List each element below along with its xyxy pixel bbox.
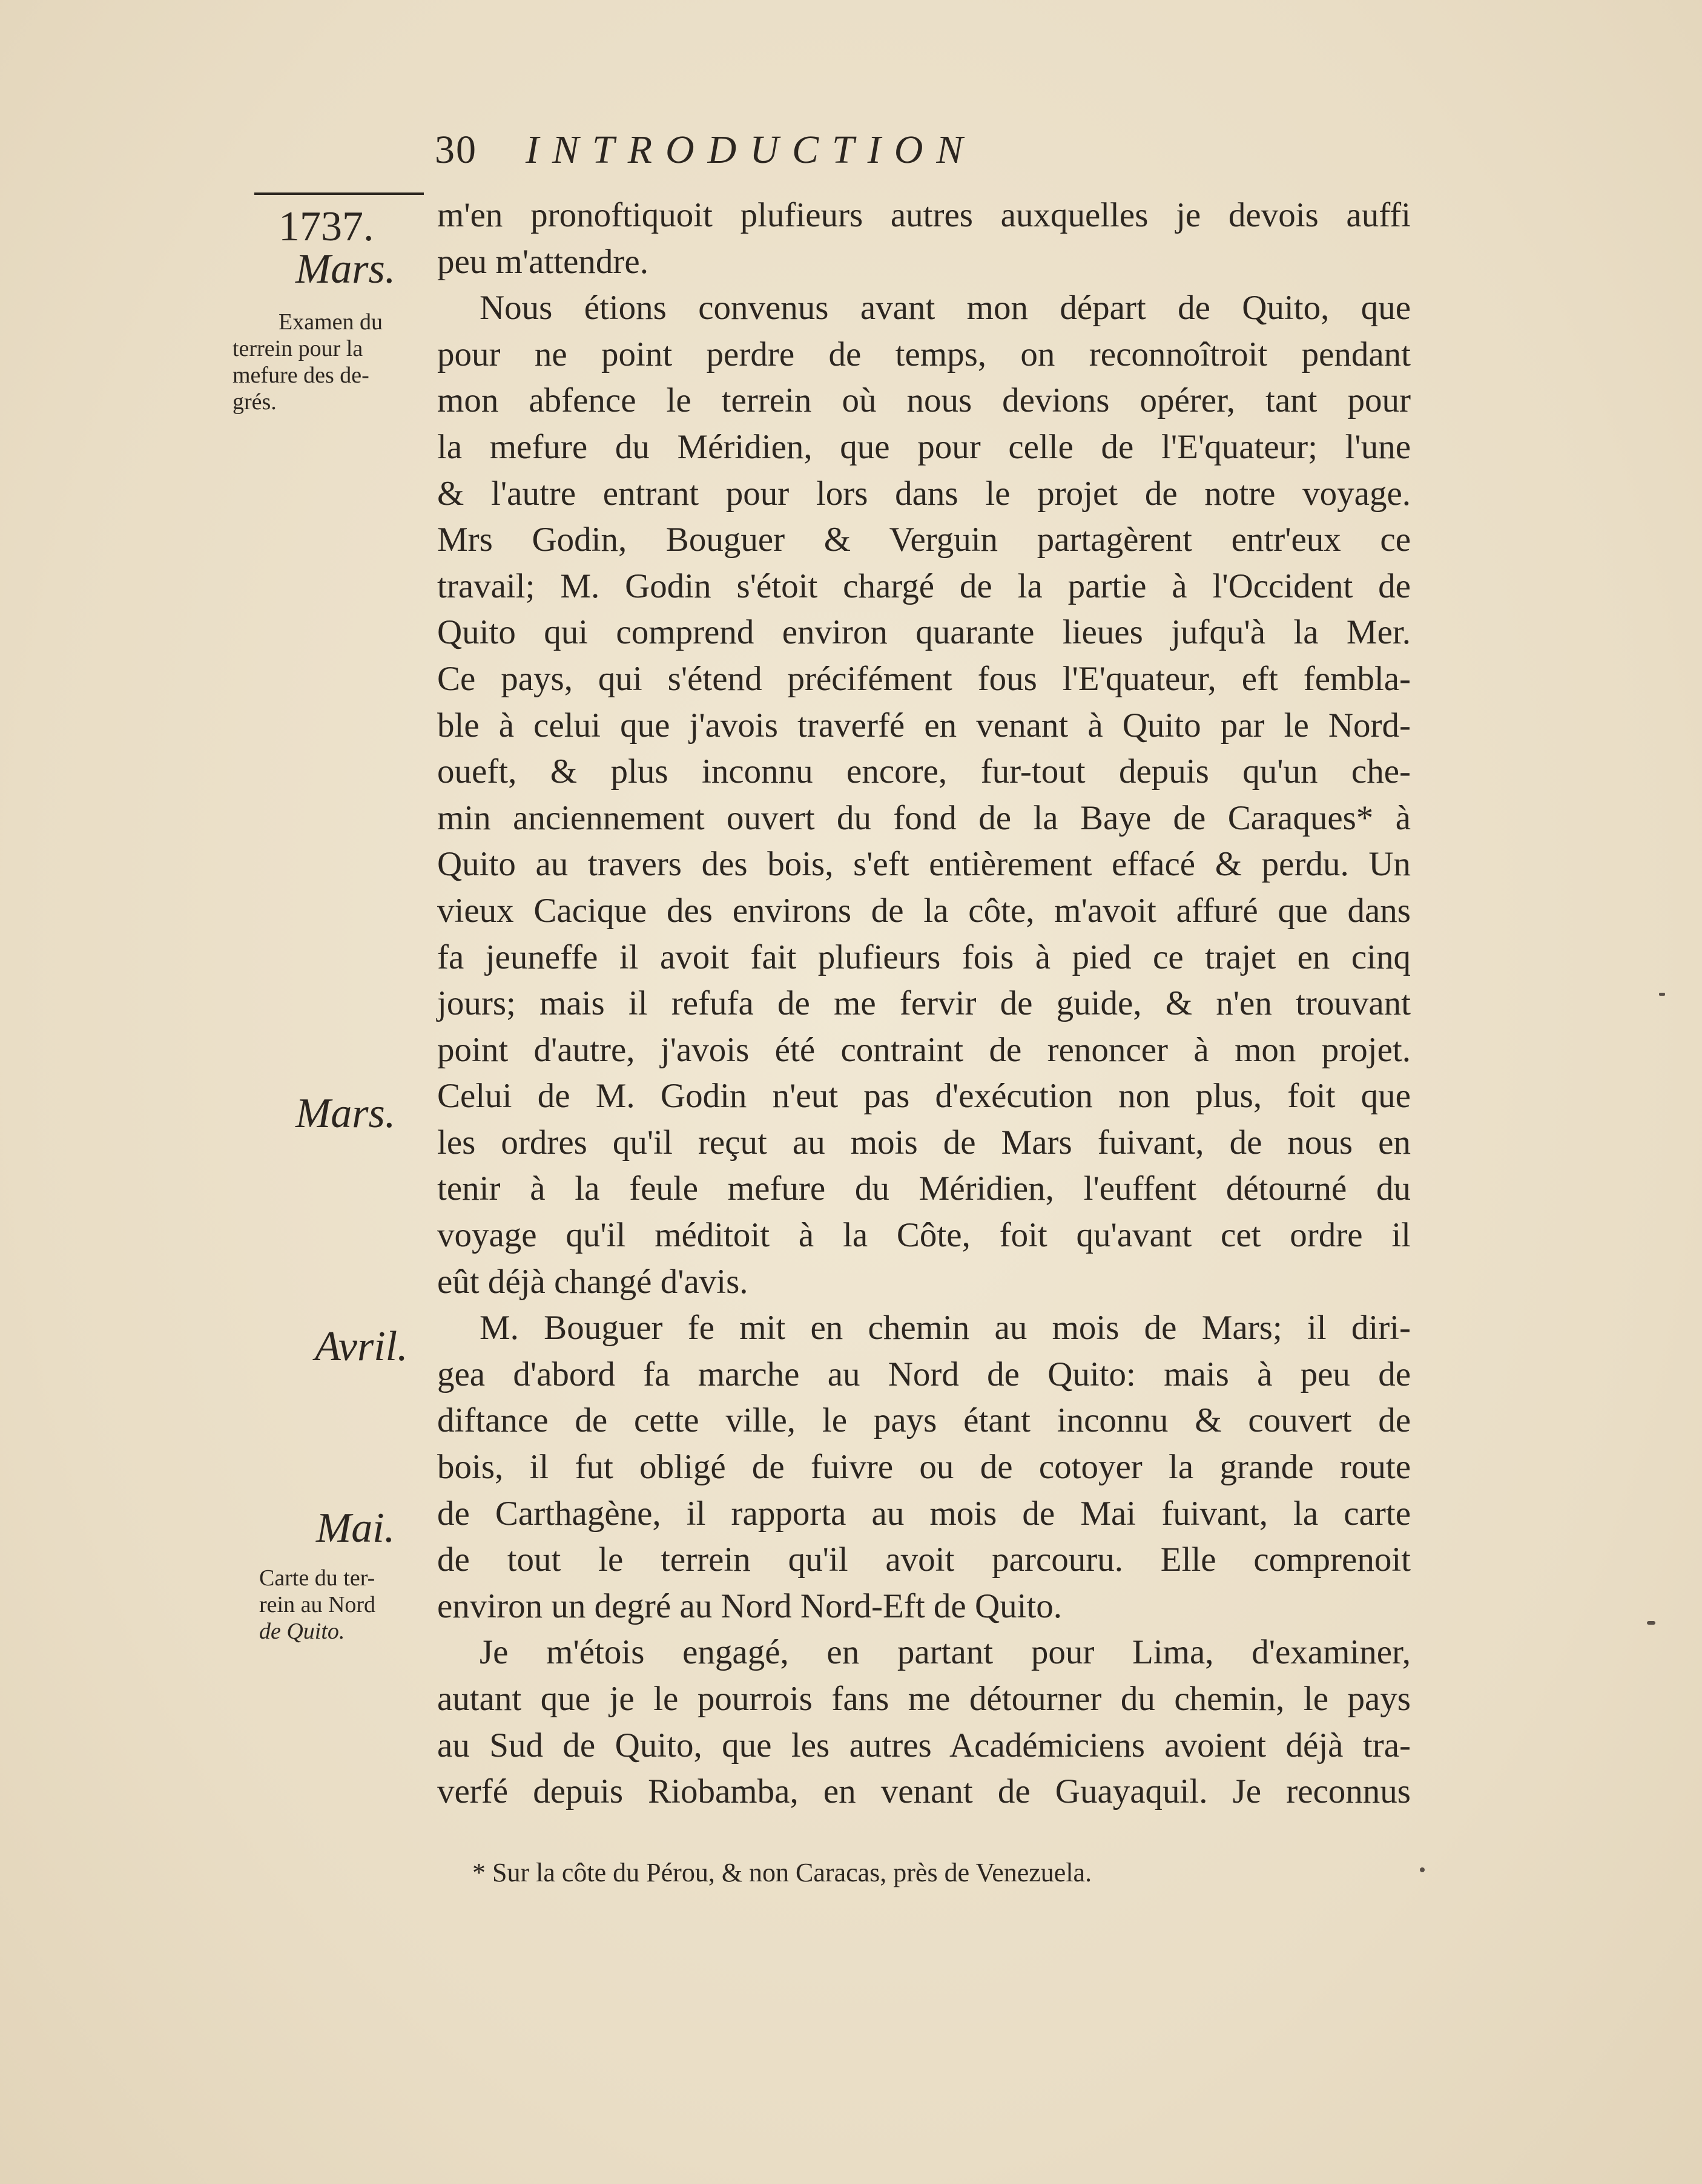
- margin-note-line: Carte du ter-: [259, 1565, 375, 1591]
- text-line: fa jeuneffe il avoit fait plufieurs fois à pied ce trajet en cinq: [437, 938, 1411, 976]
- text-line: voyage qu'il méditoit à la Côte, foit qu'avant cet ordre il: [437, 1216, 1411, 1255]
- margin-year: 1737.: [279, 203, 374, 250]
- text-line: de Carthagène, il rapporta au mois de Mai fuivant, la carte: [437, 1494, 1411, 1533]
- text-line: ble à celui que j'avois traverfé en venant à Quito par le Nord-: [437, 706, 1411, 745]
- text-line: Nous étions convenus avant mon départ de Quito, que: [480, 289, 1411, 327]
- margin-rule: [254, 192, 424, 195]
- text-line: tenir à la feule mefure du Méridien, l'euffent détourné du: [437, 1169, 1411, 1208]
- text-line: Je m'étois engagé, en partant pour Lima, d'examiner,: [480, 1633, 1411, 1672]
- text-line: vieux Cacique des environs de la côte, m'avoit affuré que dans: [437, 891, 1411, 930]
- margin-month-mars: Mars.: [295, 246, 396, 292]
- text-line: autant que je le pourrois fans me détourner du chemin, le pays: [437, 1680, 1411, 1718]
- text-line: les ordres qu'il reçut au mois de Mars fuivant, de nous en: [437, 1123, 1411, 1162]
- text-line: verfé depuis Riobamba, en venant de Guayaquil. Je reconnus: [437, 1772, 1411, 1811]
- text-line: Quito qui comprend environ quarante lieues jufqu'à la Mer.: [437, 613, 1411, 652]
- page-header: [435, 127, 976, 173]
- main-text: [437, 192, 1411, 1815]
- text-line: Quito au travers des bois, s'eft entièrement effacé & perdu. Un: [437, 845, 1411, 884]
- footnote: * Sur la côte du Pérou, & non Caracas, près de Venezuela.: [472, 1858, 1092, 1887]
- margin-note-line: grés.: [233, 389, 277, 415]
- margin-note-line: rein au Nord: [259, 1592, 376, 1617]
- margin-note-line: de Quito.: [259, 1619, 345, 1644]
- text-line: la mefure du Méridien, que pour celle de l'E'quateur; l'une: [437, 427, 1411, 466]
- text-line: peu m'attendre.: [437, 242, 648, 281]
- text-line: point d'autre, j'avois été contraint de renoncer à mon projet.: [437, 1030, 1411, 1069]
- text-line: & l'autre entrant pour lors dans le projet de notre voyage.: [437, 474, 1411, 513]
- text-line: eût déjà changé d'avis.: [437, 1262, 748, 1301]
- text-line: environ un degré au Nord Nord-Eft de Quito.: [437, 1587, 1063, 1625]
- text-line: M. Bouguer fe mit en chemin au mois de Mars; il diri-: [480, 1309, 1411, 1347]
- ink-speck: [1659, 993, 1665, 996]
- text-line: Celui de M. Godin n'eut pas d'exécution non plus, foit que: [437, 1077, 1411, 1116]
- margin-month-mars-2: Mars.: [295, 1090, 396, 1137]
- ink-speck: [1420, 1867, 1425, 1872]
- running-title: INTRODUCTION: [526, 128, 977, 172]
- text-line: mon abfence le terrein où nous devions opérer, tant pour: [437, 381, 1411, 420]
- text-line: diftance de cette ville, le pays étant inconnu & couvert de: [437, 1401, 1411, 1440]
- text-line: gea d'abord fa marche au Nord de Quito: mais à peu de: [437, 1355, 1411, 1393]
- ink-speck: [1647, 1621, 1655, 1625]
- text-line: Ce pays, qui s'étend précifément fous l'E'quateur, eft fembla-: [437, 659, 1411, 698]
- margin-month-mai: Mai.: [316, 1505, 395, 1551]
- margin-note-line: terrein pour la: [233, 336, 363, 361]
- text-line: jours; mais il refufa de me fervir de guide, & n'en trouvant: [437, 984, 1411, 1023]
- margin-month-avril: Avril.: [315, 1323, 408, 1370]
- text-line: oueft, & plus inconnu encore, fur-tout depuis qu'un che-: [437, 752, 1411, 791]
- margin-note-carte: [259, 1565, 429, 1645]
- margin-note-line: mefure des de-: [233, 363, 369, 388]
- margin-note-line: Examen du: [279, 309, 383, 335]
- text-line: Mrs Godin, Bouguer & Verguin partagèrent entr'eux ce: [437, 521, 1411, 559]
- margin-note-examen: [233, 309, 426, 415]
- page-number: 30: [435, 128, 477, 172]
- text-line: m'en pronoftiquoit plufieurs autres auxquelles je devois auffi: [437, 196, 1411, 234]
- text-line: au Sud de Quito, que les autres Académiciens avoient déjà tra-: [437, 1726, 1411, 1765]
- text-line: bois, il fut obligé de fuivre ou de cotoyer la grande route: [437, 1448, 1411, 1487]
- text-line: min anciennement ouvert du fond de la Baye de Caraques* à: [437, 798, 1411, 837]
- text-line: travail; M. Godin s'étoit chargé de la partie à l'Occident de: [437, 567, 1411, 605]
- text-line: pour ne point perdre de temps, on reconnoîtroit pendant: [437, 335, 1411, 373]
- text-line: de tout le terrein qu'il avoit parcouru. Elle comprenoit: [437, 1541, 1411, 1579]
